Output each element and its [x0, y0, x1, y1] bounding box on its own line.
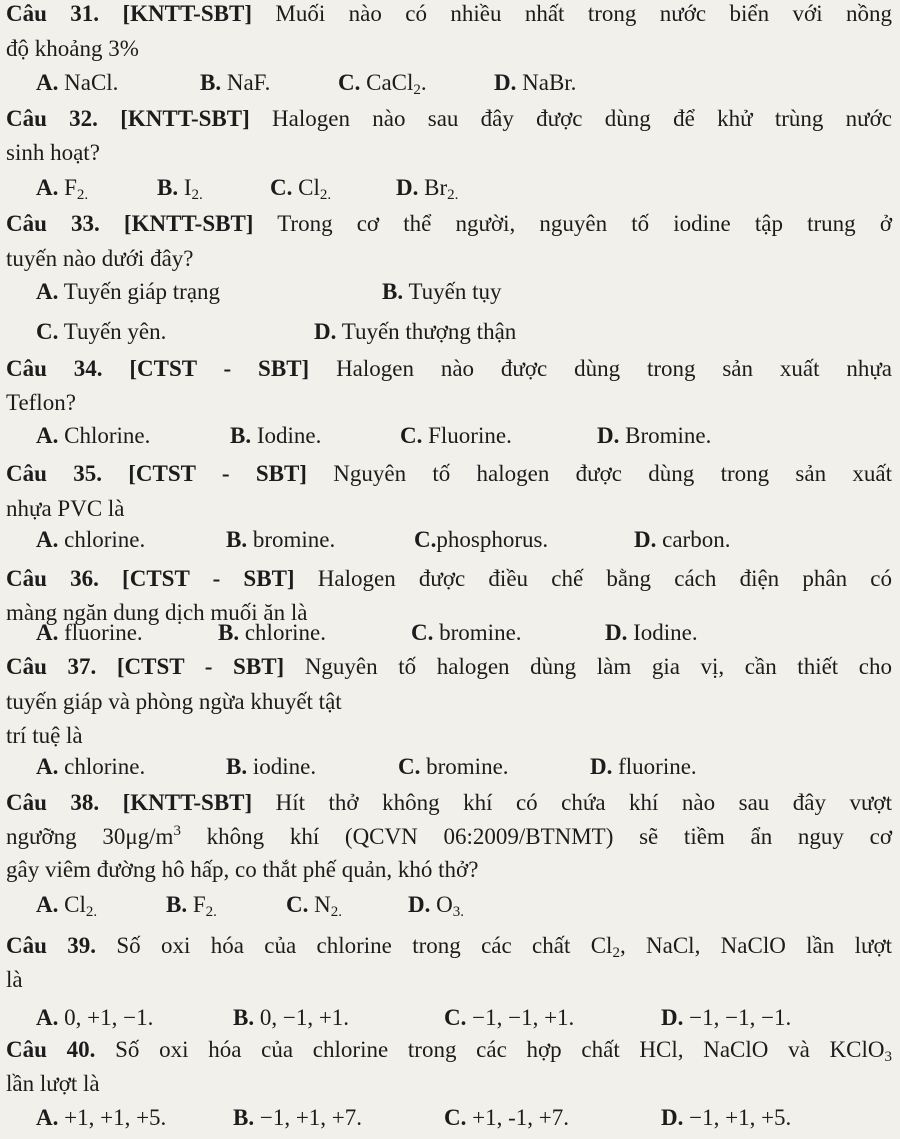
question-text: Teflon?: [6, 390, 76, 415]
question-text: tuyến nào dưới đây?: [6, 246, 194, 271]
option-c: C. +1, -1, +7.: [444, 1105, 569, 1130]
option-b: B. 0, −1, +1.: [233, 1005, 350, 1030]
option-a: A. +1, +1, +5.: [36, 1105, 167, 1130]
question-text: ngưỡng $30\mu g/m^3$ không khí (QCVN 06:2009/BTNMT) sẽ tiềm ẩn nguy cơ: [6, 823, 892, 849]
question-label: Câu 37. [CTST - SBT]: [6, 654, 285, 679]
question-text: Halogen nào được dùng trong sản xuất nhựa: [336, 356, 892, 381]
option-a: A. NaCl.: [36, 70, 119, 95]
option-c: C. $Cl_{2.}$: [270, 175, 332, 203]
question-text: là: [6, 967, 23, 992]
option-a: A. chlorine.: [36, 754, 146, 779]
options-row: [0, 525, 900, 555]
option-d: D. fluorine.: [590, 754, 697, 779]
option-a: A. Chlorine.: [36, 423, 151, 448]
option-a: A. Tuyến giáp trạng: [36, 279, 221, 304]
question-text: trí tuệ là: [6, 723, 83, 748]
question-text: sinh hoạt?: [6, 140, 100, 165]
option-c: C.phosphorus.: [414, 527, 549, 552]
option-c: C. Fluorine.: [400, 423, 512, 448]
option-a: A. chlorine.: [36, 527, 146, 552]
question-text: Halogen được điều chế bằng cách điện phân có: [317, 566, 892, 591]
option-b: B. bromine.: [226, 527, 336, 552]
option-b: B. −1, +1, +7.: [233, 1105, 363, 1130]
question-text: gây viêm đường hô hấp, co thắt phế quản, khó thở?: [6, 857, 479, 882]
question-label: Câu 34. [CTST - SBT]: [6, 356, 310, 381]
question-label: Câu 38. [KNTT-SBT]: [6, 790, 253, 815]
option-b: B. iodine.: [226, 754, 317, 779]
option-a: A. 0, +1, −1.: [36, 1005, 154, 1030]
option-c: C. $N_{2.}$: [286, 892, 342, 920]
option-b: B. NaF.: [200, 70, 271, 95]
question-label: Câu 33. [KNTT-SBT]: [6, 211, 254, 236]
question-label: Câu 40.: [6, 1037, 96, 1062]
question-text: Muối nào có nhiều nhất trong nước biển với nồng: [275, 1, 892, 26]
question-text: lần lượt là: [6, 1071, 100, 1096]
question-text: Trong cơ thể người, nguyên tố iodine tập trung ở: [277, 211, 892, 236]
options-row: [0, 173, 900, 203]
option-d: D. carbon.: [634, 527, 731, 552]
option-a: A. $F_{2.}$: [36, 175, 89, 203]
option-b: B. chlorine.: [218, 620, 326, 645]
question-text: tuyến giáp và phòng ngừa khuyết tật: [6, 689, 342, 714]
question-label: Câu 39.: [6, 933, 96, 958]
option-d: D. Tuyến thượng thận: [314, 319, 517, 344]
options-row: [0, 68, 900, 98]
option-c: C. Tuyến yên.: [36, 319, 167, 344]
option-c: C. CaCl$_2$.: [338, 70, 427, 98]
option-c: C. bromine.: [411, 620, 522, 645]
option-d: D. Bromine.: [597, 423, 712, 448]
options-row: [0, 752, 900, 782]
options-row: [0, 618, 900, 648]
question-label: Câu 35. [CTST - SBT]: [6, 461, 307, 486]
question-label: Câu 31. [KNTT-SBT]: [6, 1, 252, 26]
question-label: Câu 32. [KNTT-SBT]: [6, 106, 250, 131]
options-row: [0, 317, 900, 347]
option-b: B. $I_{2.}$: [157, 175, 203, 203]
option-d: D. Iodine.: [605, 620, 698, 645]
question-text: nhựa PVC là: [6, 496, 125, 521]
option-d: D. −1, −1, −1.: [661, 1005, 792, 1030]
option-d: D. $O_{3.}$: [408, 892, 464, 920]
option-d: D. $Br_{2.}$: [396, 175, 459, 203]
options-row: [0, 1003, 900, 1033]
option-c: C. −1, −1, +1.: [444, 1005, 575, 1030]
option-a: A. fluorine.: [36, 620, 143, 645]
option-a: A. $Cl_{2.}$: [36, 892, 98, 920]
option-b: B. $F_{2.}$: [166, 892, 217, 920]
question-label: Câu 36. [CTST - SBT]: [6, 566, 295, 591]
option-d: D. NaBr.: [494, 70, 577, 95]
question-text: Nguyên tố halogen được dùng trong sản xuất: [333, 461, 892, 486]
question-text: màng ngăn dung dịch muối ăn là: [6, 600, 308, 625]
question-text: Hít thở không khí có chứa khí nào sau đây vượt: [275, 790, 892, 815]
option-b: B. Tuyến tụy: [382, 279, 502, 304]
option-c: C. bromine.: [398, 754, 509, 779]
options-row: [0, 421, 900, 451]
options-row: [0, 277, 900, 307]
question-text: Số oxi hóa của chlorine trong các hợp chất HCl, NaClO và KClO$_3$: [115, 1037, 893, 1065]
question-text: Nguyên tố halogen dùng làm gia vị, cần thiết cho: [304, 654, 893, 679]
option-b: B. Iodine.: [230, 423, 322, 448]
question-text: Halogen nào sau đây được dùng để khử trùng nước: [272, 106, 893, 131]
option-d: D. −1, +1, +5.: [661, 1105, 792, 1130]
options-row: [0, 1103, 900, 1133]
question-text: Số oxi hóa của chlorine trong các chất $Cl_2$, NaCl, NaClO lần lượt: [116, 933, 893, 961]
options-row: [0, 890, 900, 920]
question-text: độ khoảng 3%: [6, 36, 139, 61]
